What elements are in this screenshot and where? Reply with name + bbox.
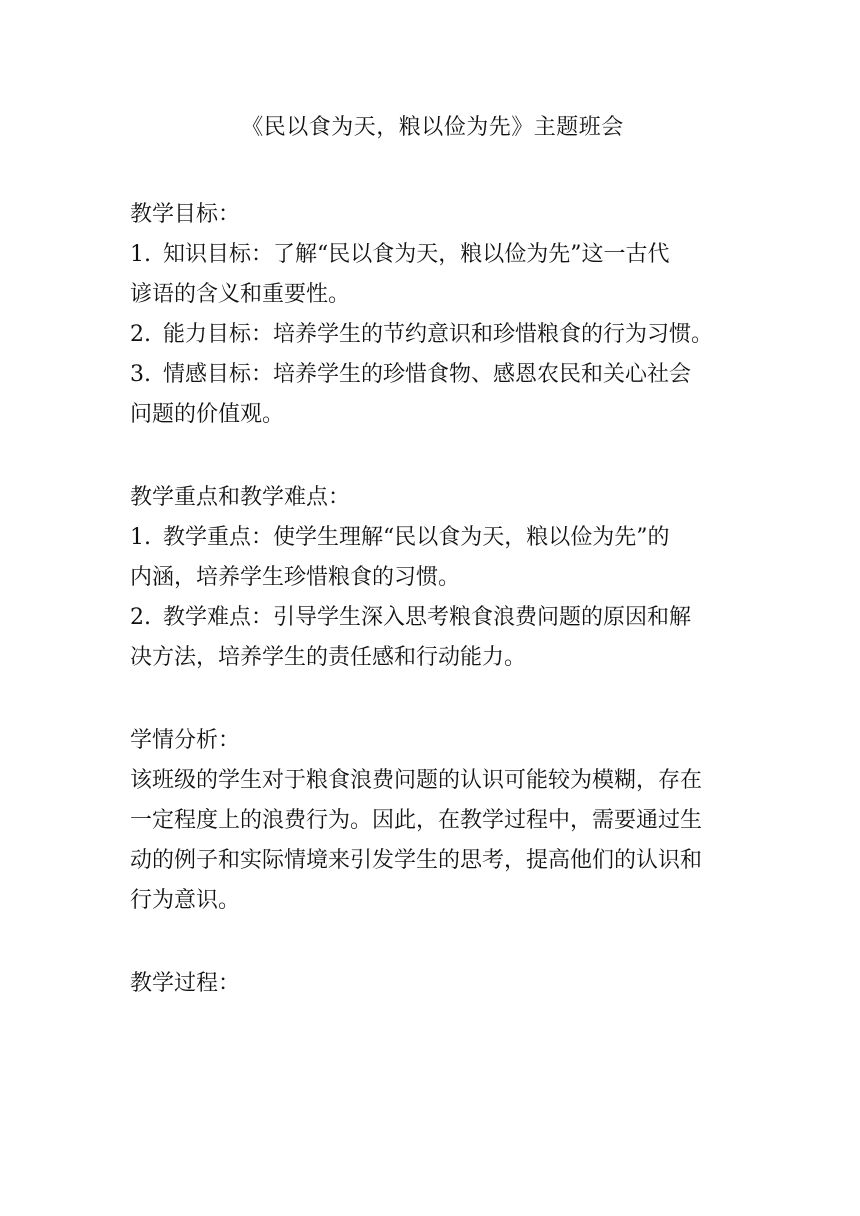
item-text: 情感目标：培养学生的珍惜食物、感恩农民和关心社会	[163, 362, 692, 387]
paragraph-line: 动的例子和实际情境来引发学生的思考，提高他们的认识和	[130, 848, 703, 873]
list-item-continuation	[130, 395, 735, 435]
document-content	[130, 108, 735, 1047]
section-teaching-process	[130, 964, 735, 1004]
item-text: 教学难点：引导学生深入思考粮食浪费问题的原因和解	[163, 605, 692, 630]
section-heading: 教学重点和教学难点：	[130, 485, 351, 510]
list-item	[130, 315, 735, 355]
item-number: 2.	[130, 322, 151, 347]
item-text: 内涵，培养学生珍惜粮食的习惯。	[130, 565, 461, 590]
list-item-continuation	[130, 638, 735, 678]
item-number: 2.	[130, 605, 151, 630]
section-key-points	[130, 478, 735, 678]
section-heading: 学情分析：	[130, 728, 241, 753]
section-teaching-goals	[130, 195, 735, 435]
list-item-continuation	[130, 558, 735, 598]
section-student-analysis	[130, 721, 735, 921]
item-number: 1.	[130, 242, 151, 267]
section-heading: 教学过程：	[130, 971, 241, 996]
list-item	[130, 355, 735, 395]
item-number: 1.	[130, 525, 151, 550]
paragraph-line: 行为意识。	[130, 888, 241, 913]
paragraph-line: 一定程度上的浪费行为。因此，在教学过程中，需要通过生	[130, 808, 703, 833]
item-text: 决方法，培养学生的责任感和行动能力。	[130, 645, 527, 670]
paragraph-line: 该班级的学生对于粮食浪费问题的认识可能较为模糊，存在	[130, 768, 703, 793]
list-item-continuation	[130, 275, 735, 315]
section-heading: 教学目标：	[130, 202, 241, 227]
item-text: 问题的价值观。	[130, 402, 285, 427]
document-title: 《民以食为天，粮以俭为先》主题班会	[241, 115, 624, 140]
item-number: 3.	[130, 362, 151, 387]
item-text: 教学重点：使学生理解“民以食为天，粮以俭为先”的	[163, 525, 670, 550]
item-text: 谚语的含义和重要性。	[130, 282, 351, 307]
list-item	[130, 235, 735, 275]
list-item	[130, 518, 735, 558]
list-item	[130, 598, 735, 638]
item-text: 能力目标：培养学生的节约意识和珍惜粮食的行为习惯。	[163, 322, 714, 347]
item-text: 知识目标：了解“民以食为天，粮以俭为先”这一古代	[163, 242, 670, 267]
